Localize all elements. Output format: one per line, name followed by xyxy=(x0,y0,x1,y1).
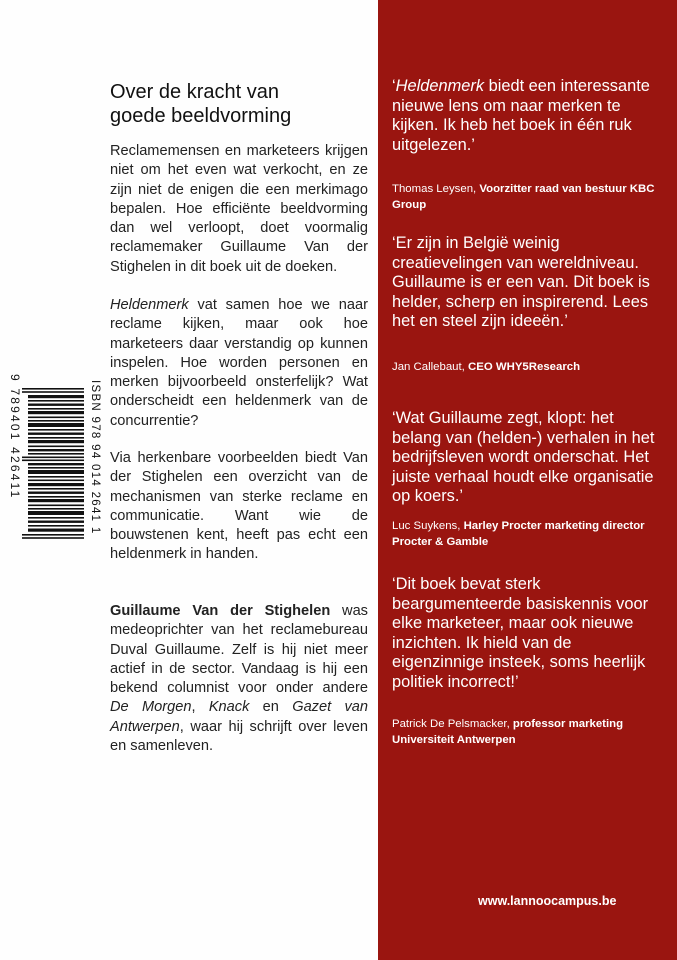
bio-text-d: , waar hij schrijft over leven en samenleven. xyxy=(110,718,368,755)
quote-4-attribution xyxy=(392,716,662,748)
newspaper-de-morgen: De Morgen xyxy=(110,699,192,716)
quote-2-role: CEO WHY5Research xyxy=(468,361,581,373)
quote-4-name: Patrick De Pelsmacker, xyxy=(392,718,513,730)
quote-1-book-title: Heldenmerk xyxy=(395,77,485,95)
quote-1-open-mark: ‘ xyxy=(392,77,396,95)
author-bio-paragraph xyxy=(110,602,368,756)
quote-3: ‘Wat Guillaume zegt, klopt: het belang van (helden-) verhalen in het bedrijfsleven wordt onderschat. Het juiste verhaal houdt elke organisatie op koers.’ xyxy=(392,409,655,506)
barcode-bars xyxy=(22,378,84,544)
quote-1 xyxy=(392,77,662,155)
quote-4-role: professor marketing Universiteit Antwerpen xyxy=(392,718,624,746)
newspaper-gazet-van-antwerpen: Gazet van Antwerpen xyxy=(110,699,368,735)
quote-4: ‘Dit boek bevat sterk beargumenteerde basiskennis voor elke marketeer, maar ook nieuwe inzichten. Ik hield van de eigenzinnige insteek, soms heerlijk politiek incorrect!’ xyxy=(392,575,649,691)
quote-2: ‘Er zijn in België weinig creatievelingen van wereldniveau. Guillaume is er een van. Dit boek is helder, scherp en inspirerend. Lees het en steel zijn ideeën.’ xyxy=(392,234,650,331)
book-title-italic: Heldenmerk xyxy=(110,297,189,313)
title-line-2: goede beeldvorming xyxy=(110,105,292,127)
quote-2-name: Jan Callebaut, xyxy=(392,361,468,373)
quote-1-name: Thomas Leysen, xyxy=(392,183,480,195)
quote-3-name: Luc Suykens, xyxy=(392,520,464,532)
isbn-barcode xyxy=(6,374,102,552)
heldenmerk-paragraph-text: vat samen hoe we naar reclame kijken, maar ook hoe marketeers daar verstandig op kunnen inspelen. Hoe worden personen en merken bijvoorbeeld onsterfelijk? Wat onderscheidt een heldenmerk van de concurrentie? xyxy=(110,297,368,429)
intro-paragraph: Reclamemensen en marketeers krijgen niet om het even wat verkocht, en ze zijn niet de enigen die een merkimago bepalen. Hoe efficiënte beeldvorming dan wel verloopt, doet voormalig reclamemaker Guillaume Van der Stighelen in dit boek uit de doeken. xyxy=(110,143,368,275)
quote-1-attribution xyxy=(392,181,662,213)
bio-text-b: , xyxy=(191,699,209,716)
quote-1-text: biedt een interessante nieuwe lens om naar merken te kijken. Ik heb het boek in één ruk uitgelezen.’ xyxy=(392,77,650,154)
bio-text-c: en xyxy=(249,699,293,716)
isbn-number: ISBN 978 94 014 2641 1 xyxy=(89,380,101,535)
quote-3-attribution xyxy=(392,518,662,550)
quote-3-role: Harley Procter marketing director Procter & Gamble xyxy=(392,520,645,548)
bio-text-a: was medeoprichter van het reclamebureau Duval Guillaume. Zelf is hij niet meer actief in de sector. Vandaag is hij een bekend columnist voor onder andere xyxy=(110,603,368,697)
quote-1-role: Voorzitter raad van bestuur KBC Group xyxy=(392,183,655,211)
publisher-website-link[interactable]: www.lannoocampus.be xyxy=(478,894,617,908)
page-title xyxy=(110,80,370,128)
magazine-knack: Knack xyxy=(208,699,250,716)
barcode-digits: 9 789401 426411 xyxy=(8,374,22,500)
quote-2-attribution xyxy=(392,359,662,375)
heldenmerk-paragraph xyxy=(110,296,368,431)
examples-paragraph: Via herkenbare voorbeelden biedt Van der Stighelen een overzicht van de mechanismen van sterke reclame en communicatie. Want wie de bouwstenen kent, heeft pas echt een heldenmerk in handen. xyxy=(110,450,368,563)
author-name: Guillaume Van der Stighelen xyxy=(110,603,331,619)
title-line-1: Over de kracht van xyxy=(110,81,279,103)
